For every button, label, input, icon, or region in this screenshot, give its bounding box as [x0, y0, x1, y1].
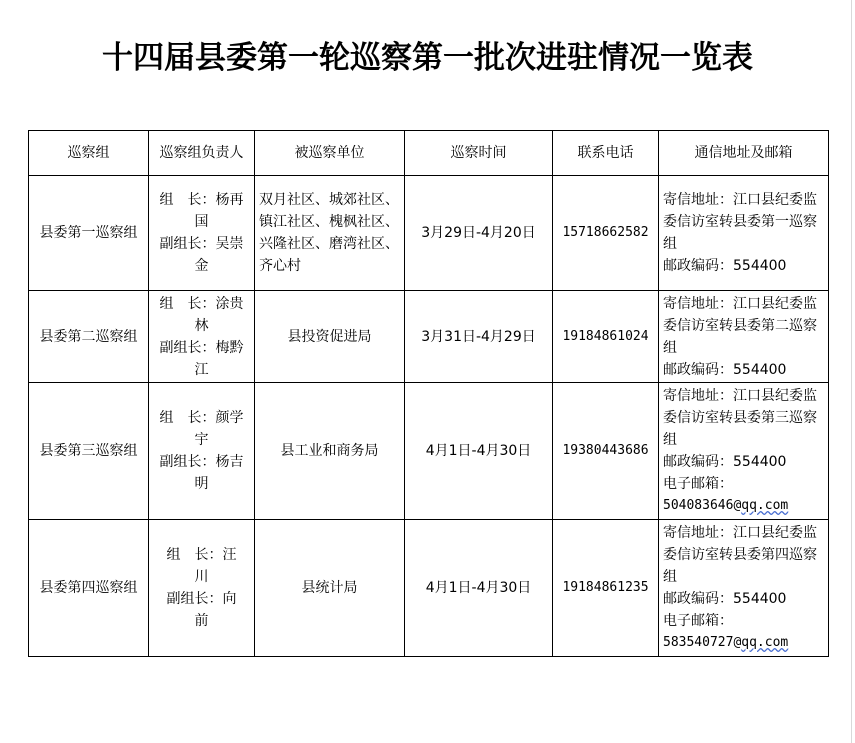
postcode: 邮政编码：554400: [663, 591, 787, 607]
cell-address: [659, 176, 829, 291]
email-domain: qq.com: [741, 635, 789, 650]
leader-name: 组 长：汪川: [166, 547, 237, 585]
postcode: 邮政编码：554400: [663, 258, 787, 274]
deputy-name: 副组长：杨吉明: [159, 454, 244, 492]
mailing-address: 寄信地址：江口县纪委监委信访室转县委第四巡察组: [663, 525, 817, 585]
cell-time: 3月29日-4月20日: [405, 176, 553, 291]
cell-group: 县委第四巡察组: [29, 520, 149, 657]
deputy-name: 副组长：吴崇金: [159, 236, 244, 274]
cell-unit: 县统计局: [255, 520, 405, 657]
email-address: [663, 495, 824, 517]
mailing-address: 寄信地址：江口县纪委监委信访室转县委第一巡察组: [663, 192, 817, 252]
mailing-address: 寄信地址：江口县纪委监委信访室转县委第三巡察组: [663, 388, 817, 448]
postcode: 邮政编码：554400: [663, 361, 787, 378]
cell-leader: [149, 520, 255, 657]
cell-group: 县委第二巡察组: [29, 291, 149, 383]
cell-time: 4月1日-4月30日: [405, 383, 553, 520]
cell-address: [659, 291, 829, 383]
cell-phone: 19380443686: [553, 383, 659, 520]
table-header-row: [29, 131, 829, 176]
email-label: 电子邮箱：: [663, 613, 733, 629]
header-leader: 巡察组负责人: [149, 131, 255, 176]
email-address: [663, 632, 824, 654]
cell-time: 4月1日-4月30日: [405, 520, 553, 657]
header-time: 巡察时间: [405, 131, 553, 176]
cell-address: [659, 520, 829, 657]
deputy-name: 副组长：梅黔江: [159, 339, 244, 378]
cell-phone: 19184861024: [553, 291, 659, 383]
inspection-table: [28, 130, 829, 657]
cell-time: 3月31日-4月29日: [405, 291, 553, 383]
cell-group: 县委第一巡察组: [29, 176, 149, 291]
cell-unit: 县工业和商务局: [255, 383, 405, 520]
header-address: 通信地址及邮箱: [659, 131, 829, 176]
leader-name: 组 长：涂贵林: [159, 295, 244, 334]
mailing-address: 寄信地址：江口县纪委监委信访室转县委第二巡察组: [663, 295, 817, 356]
table-row: [29, 520, 829, 657]
table-row: [29, 176, 829, 291]
email-label: 电子邮箱：: [663, 476, 733, 492]
leader-name: 组 长：杨再国: [159, 192, 244, 230]
header-unit: 被巡察单位: [255, 131, 405, 176]
email-domain: qq.com: [741, 498, 789, 513]
cell-phone: 19184861235: [553, 520, 659, 657]
cell-leader: [149, 383, 255, 520]
cell-address: [659, 383, 829, 520]
table-row: [29, 291, 829, 383]
header-phone: 联系电话: [553, 131, 659, 176]
page-title: 十四届县委第一轮巡察第一批次进驻情况一览表: [102, 40, 753, 76]
table-row: [29, 383, 829, 520]
cell-group: 县委第三巡察组: [29, 383, 149, 520]
cell-leader: [149, 176, 255, 291]
cell-leader: [149, 291, 255, 383]
email-user: 504083646@: [663, 498, 742, 513]
email-user: 583540727@: [663, 635, 742, 650]
cell-phone: 15718662582: [553, 176, 659, 291]
cell-unit: 双月社区、城郊社区、镇江社区、槐枫社区、兴隆社区、磨湾社区、齐心村: [255, 176, 405, 291]
deputy-name: 副组长：向前: [166, 591, 237, 629]
postcode: 邮政编码：554400: [663, 454, 787, 470]
header-group: 巡察组: [29, 131, 149, 176]
page-edge-divider: [851, 0, 852, 743]
cell-unit: 县投资促进局: [255, 291, 405, 383]
leader-name: 组 长：颜学宇: [159, 410, 244, 448]
